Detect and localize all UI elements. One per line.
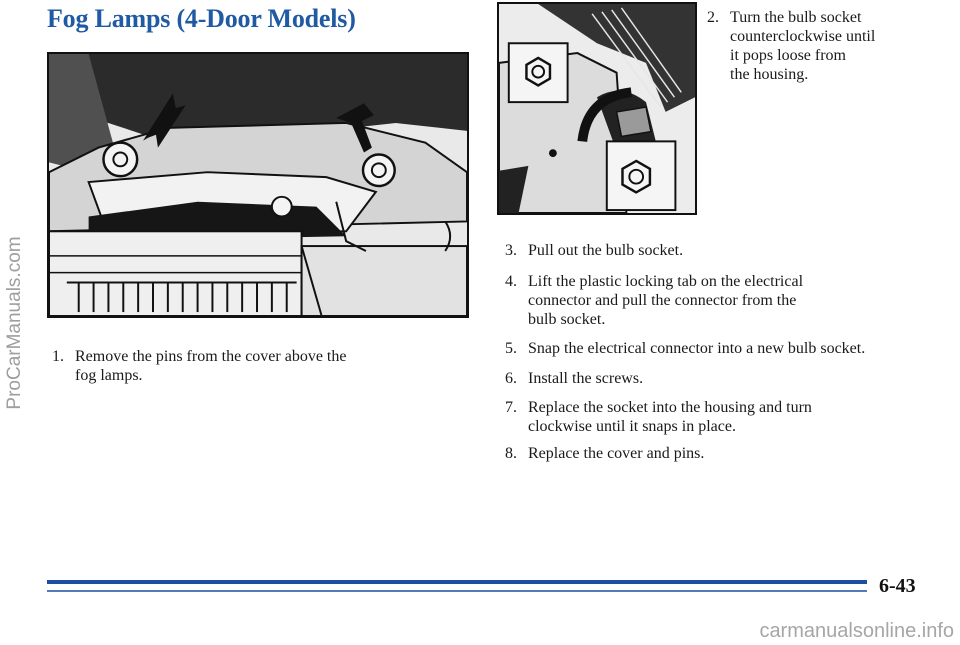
- step-text-line: Replace the socket into the housing and turn: [528, 399, 812, 416]
- fog-lamp-cover-illustration: [47, 52, 469, 318]
- step-text-line: fog lamps.: [75, 367, 143, 384]
- step-text-line: Lift the plastic locking tab on the electrical: [528, 273, 804, 290]
- step-number: 6.: [505, 370, 517, 387]
- step-8: [505, 444, 945, 464]
- step-number: 1.: [52, 348, 64, 365]
- step-4: [505, 272, 945, 332]
- step-number: 2.: [707, 9, 719, 26]
- step-number: 7.: [505, 399, 517, 416]
- step-number: 8.: [505, 445, 517, 462]
- step-text-line: Pull out the bulb socket.: [528, 242, 684, 259]
- step-5: [505, 339, 945, 359]
- step-number: 5.: [505, 340, 517, 357]
- step-text-line: counterclockwise until: [730, 28, 876, 45]
- step-text-line: clockwise until it snaps in place.: [528, 418, 736, 435]
- step-number: 4.: [505, 273, 517, 290]
- step-text-line: Replace the cover and pins.: [528, 445, 705, 462]
- bulb-socket-illustration: [497, 2, 697, 215]
- step-number: 3.: [505, 242, 517, 259]
- footer-rule: [47, 572, 867, 598]
- step-text-line: bulb socket.: [528, 311, 606, 328]
- watermark-procarmanuals-text: ProCarManuals.com: [4, 235, 25, 410]
- step-3: [505, 241, 945, 261]
- step-text-line: Remove the pins from the cover above the: [75, 348, 347, 365]
- step-text-line: it pops loose from: [730, 47, 846, 64]
- step-2: [707, 8, 947, 88]
- step-text-line: the housing.: [730, 66, 809, 83]
- step-text-line: Install the screws.: [528, 370, 644, 387]
- step-text-line: connector and pull the connector from the: [528, 292, 797, 309]
- step-7: [505, 398, 945, 438]
- watermark-carmanualsonline: carmanualsonline.info: [759, 620, 954, 642]
- watermark-procarmanuals: [2, 0, 28, 645]
- page-number: 6-43: [879, 575, 916, 597]
- step-text-line: Turn the bulb socket: [730, 9, 862, 26]
- step-text-line: Snap the electrical connector into a new bulb socket.: [528, 340, 866, 357]
- page-title: Fog Lamps (4-Door Models): [47, 4, 356, 33]
- step-6: [505, 369, 945, 389]
- step-1: [52, 347, 452, 387]
